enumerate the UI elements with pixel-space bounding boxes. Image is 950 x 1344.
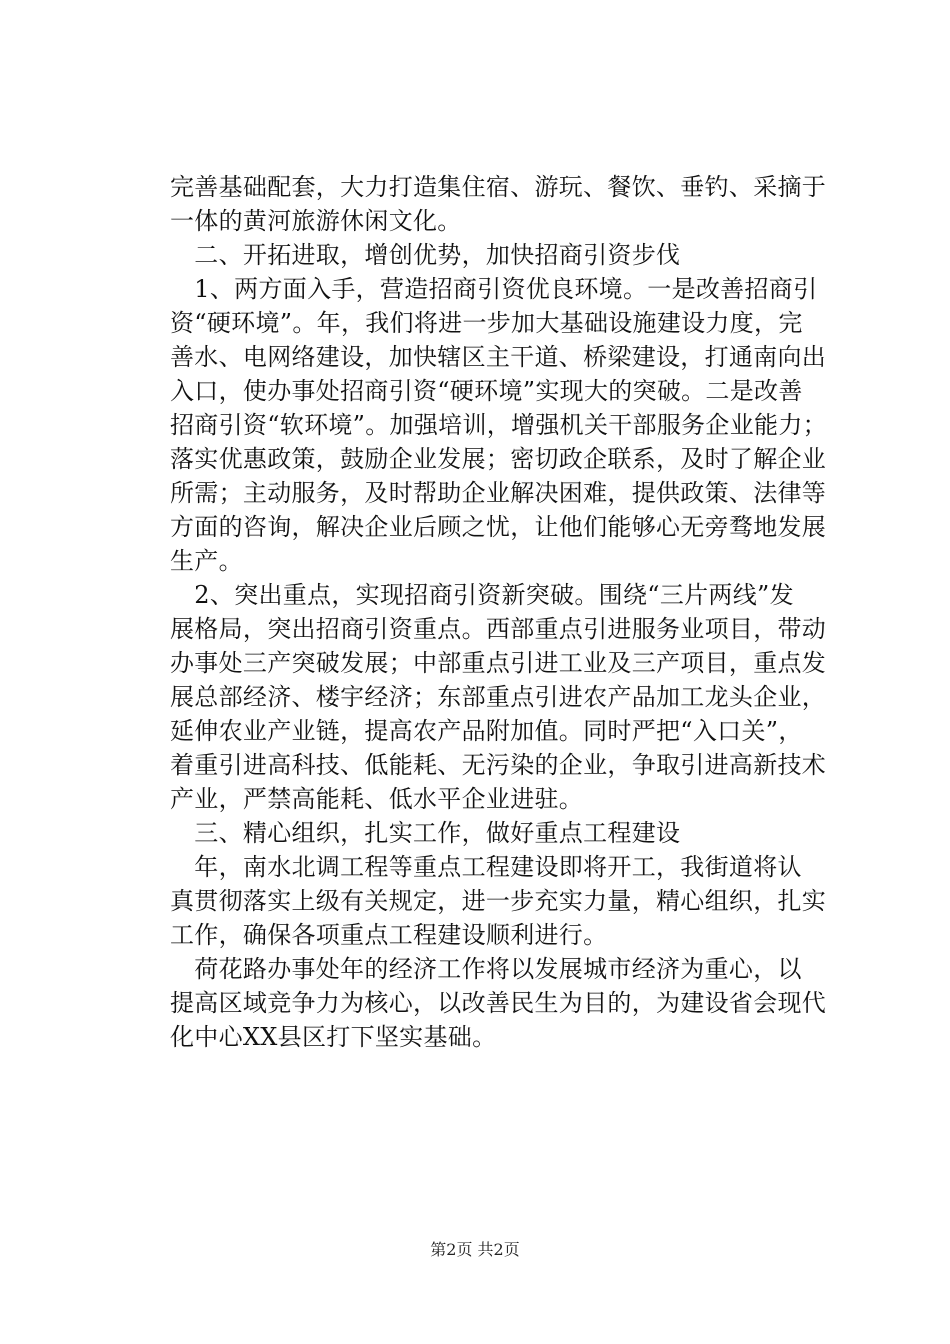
text-line: 入口，使办事处招商引资“硬环境”实现大的突破。二是改善 [170, 377, 803, 405]
text-line: 展总部经济、楼宇经济；东部重点引进农产品加工龙头企业， [170, 683, 827, 711]
text-line: 着重引进高科技、低能耗、无污染的企业，争取引进高新技术 [170, 751, 827, 779]
text-line: 工作，确保各项重点工程建设顺利进行。 [170, 921, 608, 949]
text-line: 荷花路办事处年的经济工作将以发展城市经济为重心，以 [170, 955, 802, 983]
text-line: 2、突出重点，实现招商引资新突破。围绕“三片两线”发 [170, 581, 794, 609]
section-heading: 二、开拓进取，增创优势，加快招商引资步伐 [170, 241, 681, 269]
text-line: 一体的黄河旅游休闲文化。 [170, 207, 462, 235]
text-line: 真贯彻落实上级有关规定，进一步充实力量，精心组织，扎实 [170, 887, 827, 915]
text-line: 提高区域竞争力为核心，以改善民生为目的，为建设省会现代 [170, 989, 827, 1017]
text-line: 完善基础配套，大力打造集住宿、游玩、餐饮、垂钓、采摘于 [170, 173, 827, 201]
text-line: 1、两方面入手，营造招商引资优良环境。一是改善招商引 [170, 275, 818, 303]
text-line: 年，南水北调工程等重点工程建设即将开工，我街道将认 [170, 853, 802, 881]
section-heading: 三、精心组织，扎实工作，做好重点工程建设 [170, 819, 681, 847]
text-line: 落实优惠政策，鼓励企业发展；密切政企联系，及时了解企业 [170, 445, 827, 473]
text-line: 展格局，突出招商引资重点。西部重点引进服务业项目，带动 [170, 615, 827, 643]
text-line: 生产。 [170, 547, 243, 575]
text-line: 化中心XX县区打下坚实基础。 [170, 1023, 497, 1051]
text-line: 延伸农业产业链，提高农产品附加值。同时严把“入口关”， [170, 717, 803, 745]
text-line: 善水、电网络建设，加快辖区主干道、桥梁建设，打通南向出 [170, 343, 827, 371]
text-line: 招商引资“软环境”。加强培训，增强机关干部服务企业能力； [170, 411, 827, 439]
page-number-footer: 第2页 共2页 [430, 1240, 520, 1259]
text-line: 资“硬环境”。年，我们将进一步加大基础设施建设力度，完 [170, 309, 803, 337]
text-line: 产业，严禁高能耗、低水平企业进驻。 [170, 785, 584, 813]
text-line: 所需；主动服务，及时帮助企业解决困难，提供政策、法律等 [170, 479, 827, 507]
text-line: 办事处三产突破发展；中部重点引进工业及三产项目，重点发 [170, 649, 827, 677]
text-line: 方面的咨询，解决企业后顾之忧，让他们能够心无旁骛地发展 [170, 513, 827, 541]
